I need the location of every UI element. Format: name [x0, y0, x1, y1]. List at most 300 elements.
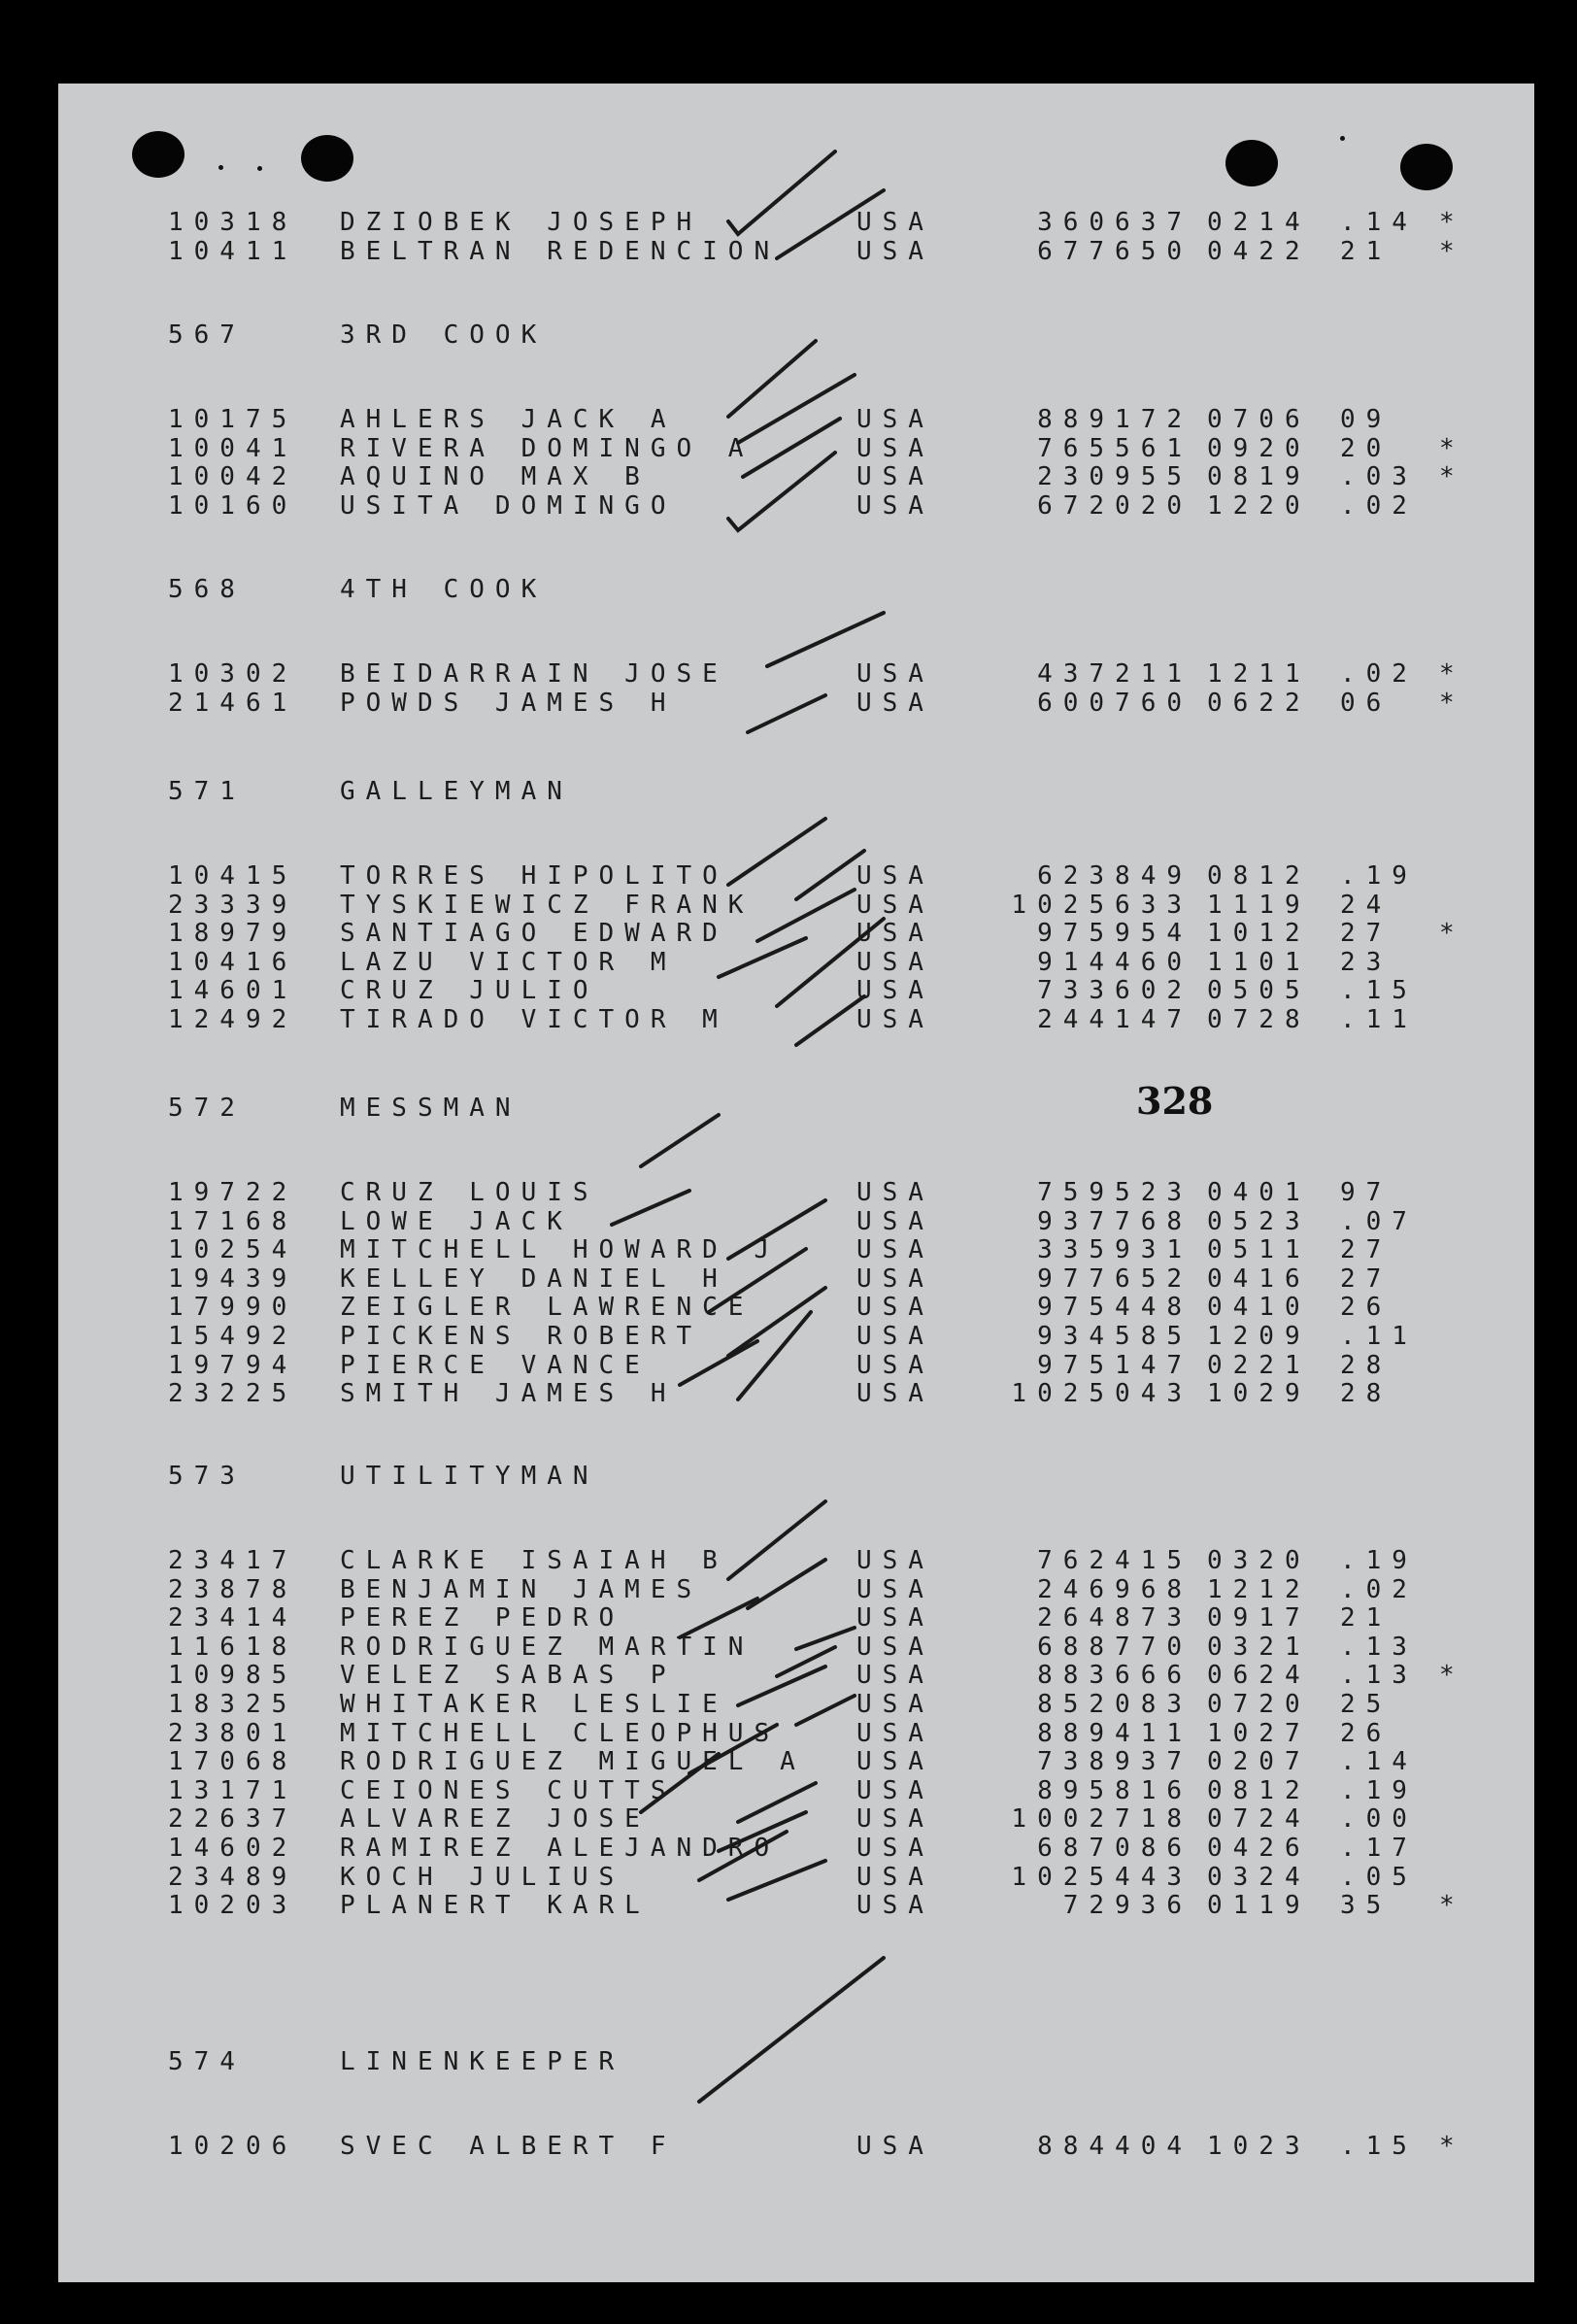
section-code: 567 [168, 320, 246, 350]
employee-id: 23339 [168, 890, 298, 920]
employee-id: 17990 [168, 1293, 298, 1323]
record-number: 623849 [1037, 861, 1192, 891]
rate-value: .11 [1340, 1321, 1418, 1351]
asterisk-mark: * [1439, 919, 1465, 949]
date-code: 0920 [1207, 433, 1311, 463]
nationality: USA [856, 1775, 934, 1805]
table-row [58, 238, 1534, 267]
date-code: 1027 [1207, 1718, 1311, 1748]
date-code: 0917 [1207, 1603, 1311, 1634]
date-code: 0321 [1207, 1632, 1311, 1662]
employee-id: 21461 [168, 688, 298, 718]
employee-name: BELTRAN REDENCION [340, 236, 781, 266]
section-title: LINENKEEPER [340, 2047, 625, 2076]
section-code: 573 [168, 1462, 246, 1491]
employee-id: 10041 [168, 433, 298, 463]
rate-value: 28 [1340, 1350, 1392, 1380]
date-code: 1212 [1207, 1574, 1311, 1604]
rate-value: .17 [1340, 1833, 1418, 1863]
table-row [58, 1691, 1534, 1720]
ink-speck [257, 166, 262, 171]
employee-name: SVEC ALBERT F [340, 2132, 677, 2161]
rate-value: .00 [1340, 1804, 1418, 1835]
record-number: 738937 [1037, 1747, 1192, 1777]
employee-name: RAMIREZ ALEJANDRO [340, 1833, 781, 1863]
record-number: 759523 [1037, 1178, 1192, 1207]
nationality: USA [856, 919, 934, 949]
employee-id: 10042 [168, 462, 298, 492]
employee-id: 12492 [168, 1004, 298, 1034]
employee-id: 10415 [168, 861, 298, 891]
employee-id: 10411 [168, 236, 298, 266]
nationality: USA [856, 1718, 934, 1748]
section-568 [58, 576, 1534, 718]
employee-name: TORRES HIPOLITO [340, 861, 728, 891]
section-header [58, 2048, 1534, 2077]
rate-value: .07 [1340, 1206, 1418, 1236]
date-code: 1211 [1207, 659, 1311, 689]
table-row [58, 209, 1534, 238]
table-row [58, 1604, 1534, 1634]
rate-value: 28 [1340, 1379, 1392, 1409]
record-number: 975448 [1037, 1293, 1192, 1323]
rate-value: .02 [1340, 490, 1418, 521]
asterisk-mark: * [1439, 1661, 1465, 1691]
record-number: 884404 [1037, 2132, 1192, 2161]
record-number: 934585 [1037, 1321, 1192, 1351]
nationality: USA [856, 1178, 934, 1207]
record-number: 600760 [1037, 688, 1192, 718]
date-code: 0214 [1207, 208, 1311, 237]
date-code: 0622 [1207, 688, 1311, 718]
employee-name: RODRIGUEZ MARTIN [340, 1632, 755, 1662]
rate-value: 06 [1340, 688, 1392, 718]
table-row [58, 1892, 1534, 1921]
section-header [58, 321, 1534, 351]
section-rows [58, 660, 1534, 718]
nationality: USA [856, 890, 934, 920]
record-number: 1025043 [1011, 1379, 1192, 1409]
nationality: USA [856, 1263, 934, 1294]
section-571 [58, 778, 1534, 1035]
section-header [58, 1463, 1534, 1492]
date-code: 1209 [1207, 1321, 1311, 1351]
employee-id: 10254 [168, 1235, 298, 1265]
employee-name: BEIDARRAIN JOSE [340, 659, 728, 689]
employee-name: ALVAREZ JOSE [340, 1804, 651, 1835]
record-number: 895816 [1037, 1775, 1192, 1805]
employee-name: RODRIGUEZ MIGUEL A [340, 1747, 806, 1777]
date-code: 0819 [1207, 462, 1311, 492]
record-number: 914460 [1037, 947, 1192, 977]
nationality: USA [856, 1321, 934, 1351]
employee-name: KELLEY DANIEL H [340, 1263, 728, 1294]
record-number: 230955 [1037, 462, 1192, 492]
rate-value: .19 [1340, 861, 1418, 891]
section-header [58, 1095, 1534, 1124]
rate-value: 26 [1340, 1293, 1392, 1323]
date-code: 0724 [1207, 1804, 1311, 1835]
employee-id: 11618 [168, 1632, 298, 1662]
employee-id: 22637 [168, 1804, 298, 1835]
table-row [58, 920, 1534, 949]
nationality: USA [856, 433, 934, 463]
date-code: 0401 [1207, 1178, 1311, 1207]
table-row [58, 1662, 1534, 1691]
rate-value: .13 [1340, 1632, 1418, 1662]
table-row [58, 1236, 1534, 1265]
punch-hole [1225, 140, 1278, 186]
table-row [58, 2133, 1534, 2162]
nationality: USA [856, 1833, 934, 1863]
table-row [58, 660, 1534, 690]
rate-value: 27 [1340, 1235, 1392, 1265]
asterisk-mark: * [1439, 688, 1465, 718]
table-row [58, 1864, 1534, 1893]
rate-value: .03 [1340, 462, 1418, 492]
nationality: USA [856, 1747, 934, 1777]
employee-name: PICKENS ROBERT [340, 1321, 703, 1351]
record-number: 1002718 [1011, 1804, 1192, 1835]
rate-value: .02 [1340, 659, 1418, 689]
table-row [58, 492, 1534, 522]
rate-value: 09 [1340, 405, 1392, 434]
record-number: 244147 [1037, 1004, 1192, 1034]
section-header [58, 778, 1534, 807]
table-row [58, 949, 1534, 978]
employee-name: TIRADO VICTOR M [340, 1004, 728, 1034]
date-code: 0728 [1207, 1004, 1311, 1034]
ink-speck [218, 165, 223, 170]
record-number: 762415 [1037, 1546, 1192, 1575]
date-code: 0422 [1207, 236, 1311, 266]
employee-name: KOCH JULIUS [340, 1862, 625, 1892]
employee-name: LAZU VICTOR M [340, 947, 677, 977]
nationality: USA [856, 947, 934, 977]
section-title: 3RD COOK [340, 320, 548, 350]
nationality: USA [856, 1891, 934, 1921]
section-rows [58, 2133, 1534, 2162]
nationality: USA [856, 976, 934, 1006]
record-number: 264873 [1037, 1603, 1192, 1634]
nationality: USA [856, 208, 934, 237]
table-row [58, 1835, 1534, 1864]
asterisk-mark: * [1439, 208, 1465, 237]
rate-value: .13 [1340, 1661, 1418, 1691]
employee-id: 19794 [168, 1350, 298, 1380]
employee-id: 23878 [168, 1574, 298, 1604]
asterisk-mark: * [1439, 1891, 1465, 1921]
employee-id: 18979 [168, 919, 298, 949]
section-574 [58, 2048, 1534, 2162]
table-row [58, 690, 1534, 719]
asterisk-mark: * [1439, 659, 1465, 689]
rate-value: 23 [1340, 947, 1392, 977]
record-number: 72936 [1062, 1891, 1192, 1921]
rate-value: 97 [1340, 1178, 1392, 1207]
rate-value: 25 [1340, 1689, 1392, 1719]
nationality: USA [856, 490, 934, 521]
nationality: USA [856, 2132, 934, 2161]
date-code: 0505 [1207, 976, 1311, 1006]
table-row [58, 435, 1534, 464]
nationality: USA [856, 688, 934, 718]
employee-name: MITCHELL CLEOPHUS [340, 1718, 781, 1748]
employee-id: 15492 [168, 1321, 298, 1351]
section-title: 4TH COOK [340, 575, 548, 604]
date-code: 1119 [1207, 890, 1311, 920]
nationality: USA [856, 861, 934, 891]
date-code: 1023 [1207, 2132, 1311, 2161]
record-number: 1025633 [1011, 890, 1192, 920]
date-code: 1029 [1207, 1379, 1311, 1409]
punch-hole [132, 131, 185, 178]
date-code: 0720 [1207, 1689, 1311, 1719]
nationality: USA [856, 1661, 934, 1691]
employee-name: USITA DOMINGO [340, 490, 677, 521]
record-number: 437211 [1037, 659, 1192, 689]
rate-value: 27 [1340, 1263, 1392, 1294]
table-row [58, 977, 1534, 1006]
record-number: 687086 [1037, 1833, 1192, 1863]
rate-value: .14 [1340, 1747, 1418, 1777]
section-header [58, 576, 1534, 605]
nationality: USA [856, 1804, 934, 1835]
employee-id: 10175 [168, 405, 298, 434]
nationality: USA [856, 1379, 934, 1409]
employee-name: CLARKE ISAIAH B [340, 1546, 728, 1575]
record-number: 937768 [1037, 1206, 1192, 1236]
rate-value: .19 [1340, 1546, 1418, 1575]
date-code: 0812 [1207, 861, 1311, 891]
date-code: 0523 [1207, 1206, 1311, 1236]
employee-name: PIERCE VANCE [340, 1350, 651, 1380]
nationality: USA [856, 1603, 934, 1634]
table-row [58, 892, 1534, 921]
employee-id: 23417 [168, 1546, 298, 1575]
punch-hole [1400, 144, 1453, 190]
employee-name: VELEZ SABAS P [340, 1661, 677, 1691]
employee-name: LOWE JACK [340, 1206, 573, 1236]
record-number: 688770 [1037, 1632, 1192, 1662]
table-row [58, 1265, 1534, 1295]
employee-name: POWDS JAMES H [340, 688, 677, 718]
rate-value: 20 [1340, 433, 1392, 463]
section-title: MESSMAN [340, 1094, 521, 1123]
date-code: 0416 [1207, 1263, 1311, 1294]
rate-value: .15 [1340, 2132, 1418, 2161]
employee-id: 10302 [168, 659, 298, 689]
employee-id: 10206 [168, 2132, 298, 2161]
date-code: 0812 [1207, 1775, 1311, 1805]
rate-value: .05 [1340, 1862, 1418, 1892]
rate-value: .14 [1340, 208, 1418, 237]
record-number: 246968 [1037, 1574, 1192, 1604]
record-number: 883666 [1037, 1661, 1192, 1691]
date-code: 0221 [1207, 1350, 1311, 1380]
table-row [58, 1547, 1534, 1576]
record-number: 889172 [1037, 405, 1192, 434]
table-row [58, 1576, 1534, 1605]
asterisk-mark: * [1439, 236, 1465, 266]
date-code: 1220 [1207, 490, 1311, 521]
section-573 [58, 1463, 1534, 1921]
record-number: 335931 [1037, 1235, 1192, 1265]
rate-value: 21 [1340, 236, 1392, 266]
rate-value: 26 [1340, 1718, 1392, 1748]
table-row [58, 1294, 1534, 1323]
employee-name: BENJAMIN JAMES [340, 1574, 703, 1604]
record-number: 677650 [1037, 236, 1192, 266]
employee-name: WHITAKER LESLIE [340, 1689, 728, 1719]
employee-id: 10203 [168, 1891, 298, 1921]
record-number: 977652 [1037, 1263, 1192, 1294]
employee-name: CEIONES CUTTS [340, 1775, 677, 1805]
employee-id: 19439 [168, 1263, 298, 1294]
employee-name: MITCHELL HOWARD J [340, 1235, 781, 1265]
section-code: 574 [168, 2047, 246, 2076]
rate-value: 24 [1340, 890, 1392, 920]
nationality: USA [856, 405, 934, 434]
employee-name: DZIOBEK JOSEPH [340, 208, 703, 237]
record-number: 975147 [1037, 1350, 1192, 1380]
nationality: USA [856, 1862, 934, 1892]
date-code: 1012 [1207, 919, 1311, 949]
record-number: 1025443 [1011, 1862, 1192, 1892]
section-code: 568 [168, 575, 246, 604]
employee-id: 10160 [168, 490, 298, 521]
record-number: 889411 [1037, 1718, 1192, 1748]
nationality: USA [856, 1235, 934, 1265]
table-row [58, 1720, 1534, 1749]
section-rows [58, 862, 1534, 1035]
table-row [58, 1748, 1534, 1777]
nationality: USA [856, 1632, 934, 1662]
employee-id: 10416 [168, 947, 298, 977]
rate-value: .11 [1340, 1004, 1418, 1034]
employee-id: 23414 [168, 1603, 298, 1634]
employee-name: ZEIGLER LAWRENCE [340, 1293, 755, 1323]
rate-value: .15 [1340, 976, 1418, 1006]
table-row [58, 1006, 1534, 1035]
employee-id: 18325 [168, 1689, 298, 1719]
section-rows [58, 1179, 1534, 1409]
nationality: USA [856, 462, 934, 492]
nationality: USA [856, 236, 934, 266]
employee-name: TYSKIEWICZ FRANK [340, 890, 755, 920]
rate-value: .02 [1340, 1574, 1418, 1604]
section-title: UTILITYMAN [340, 1462, 599, 1491]
record-number: 672020 [1037, 490, 1192, 521]
date-code: 0426 [1207, 1833, 1311, 1863]
nationality: USA [856, 1206, 934, 1236]
date-code: 1101 [1207, 947, 1311, 977]
record-number: 975954 [1037, 919, 1192, 949]
section-title: GALLEYMAN [340, 777, 573, 806]
rate-value: 35 [1340, 1891, 1392, 1921]
employee-id: 10985 [168, 1661, 298, 1691]
table-row [58, 1805, 1534, 1835]
employee-name: RIVERA DOMINGO A [340, 433, 755, 463]
employee-id: 23489 [168, 1862, 298, 1892]
employee-id: 13171 [168, 1775, 298, 1805]
date-code: 0511 [1207, 1235, 1311, 1265]
table-row [58, 406, 1534, 435]
record-number: 852083 [1037, 1689, 1192, 1719]
nationality: USA [856, 1574, 934, 1604]
section-rows [58, 406, 1534, 521]
employee-id: 17068 [168, 1747, 298, 1777]
nationality: USA [856, 659, 934, 689]
employee-id: 23801 [168, 1718, 298, 1748]
employee-name: CRUZ JULIO [340, 976, 599, 1006]
punch-hole [301, 135, 353, 182]
date-code: 0207 [1207, 1747, 1311, 1777]
employee-name: AHLERS JACK A [340, 405, 677, 434]
document-page [58, 84, 1534, 2282]
employee-id: 23225 [168, 1379, 298, 1409]
section-0 [58, 209, 1534, 266]
section-rows [58, 1547, 1534, 1921]
section-code: 571 [168, 777, 246, 806]
asterisk-mark: * [1439, 2132, 1465, 2161]
table-row [58, 1380, 1534, 1409]
employee-name: CRUZ LOUIS [340, 1178, 599, 1207]
nationality: USA [856, 1546, 934, 1575]
nationality: USA [856, 1689, 934, 1719]
rate-value: 27 [1340, 919, 1392, 949]
asterisk-mark: * [1439, 462, 1465, 492]
table-row [58, 862, 1534, 892]
date-code: 0320 [1207, 1546, 1311, 1575]
table-row [58, 1777, 1534, 1806]
record-number: 360637 [1037, 208, 1192, 237]
date-code: 0706 [1207, 405, 1311, 434]
section-code: 572 [168, 1094, 246, 1123]
ink-speck [1340, 136, 1345, 141]
employee-id: 10318 [168, 208, 298, 237]
section-572 [58, 1095, 1534, 1409]
table-row [58, 1208, 1534, 1237]
employee-name: SMITH JAMES H [340, 1379, 677, 1409]
table-row [58, 1634, 1534, 1663]
date-code: 0119 [1207, 1891, 1311, 1921]
section-567 [58, 321, 1534, 521]
record-number: 733602 [1037, 976, 1192, 1006]
employee-id: 14601 [168, 976, 298, 1006]
nationality: USA [856, 1350, 934, 1380]
asterisk-mark: * [1439, 433, 1465, 463]
rate-value: .19 [1340, 1775, 1418, 1805]
table-row [58, 1352, 1534, 1381]
employee-name: PLANERT KARL [340, 1891, 651, 1921]
table-row [58, 463, 1534, 492]
table-row [58, 1323, 1534, 1352]
section-rows [58, 209, 1534, 266]
employee-id: 19722 [168, 1178, 298, 1207]
employee-name: SANTIAGO EDWARD [340, 919, 728, 949]
nationality: USA [856, 1293, 934, 1323]
employee-name: PEREZ PEDRO [340, 1603, 625, 1634]
employee-id: 17168 [168, 1206, 298, 1236]
employee-id: 14602 [168, 1833, 298, 1863]
employee-name: AQUINO MAX B [340, 462, 651, 492]
date-code: 0410 [1207, 1293, 1311, 1323]
rate-value: 21 [1340, 1603, 1392, 1634]
record-number: 765561 [1037, 433, 1192, 463]
nationality: USA [856, 1004, 934, 1034]
page-number-stamp: 328 [1136, 1079, 1214, 1123]
